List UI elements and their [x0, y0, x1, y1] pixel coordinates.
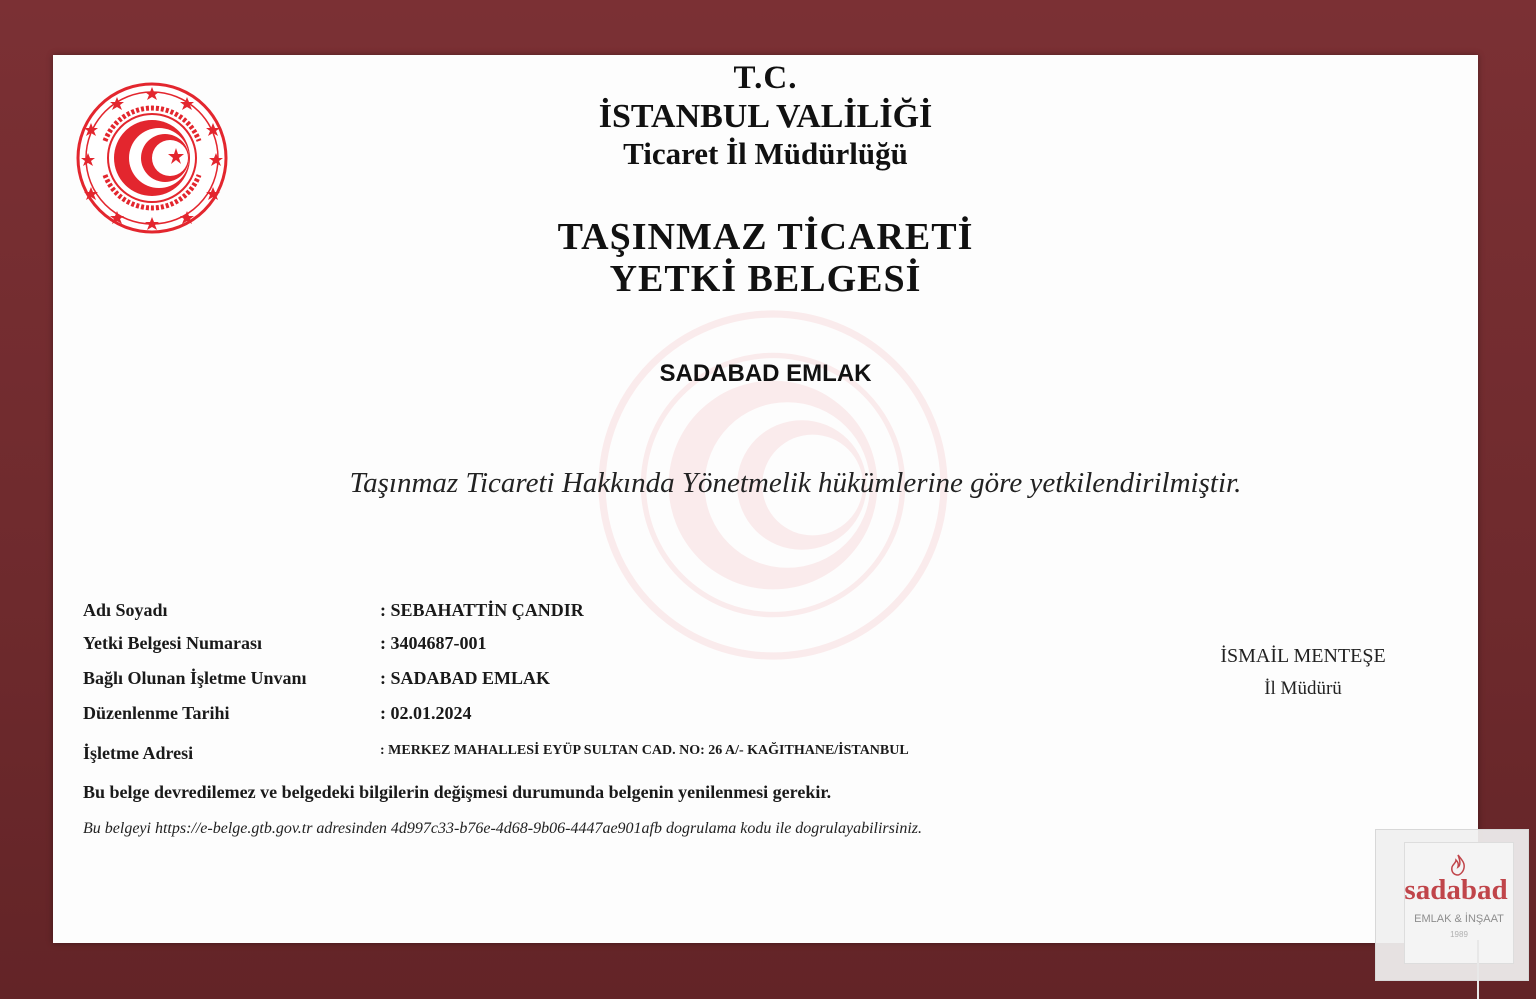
- transfer-note: Bu belge devredilemez ve belgedeki bilgilerin değişmesi durumunda belgenin yenilenmesi gerekir.: [83, 782, 832, 802]
- divider: [1477, 940, 1479, 999]
- signatory-name: İSMAİL MENTEŞE: [1220, 645, 1386, 667]
- certificate: [53, 55, 1478, 943]
- verification-text: Bu belgeyi https://e-belge.gtb.gov.tr adresinden 4d997c33-b76e-4d68-9b06-4447ae901afb dogrulama kodu ile dogrulayabilirsiniz.: [83, 820, 922, 837]
- logo-subtitle: EMLAK & İNŞAAT: [1414, 913, 1504, 925]
- header-directorate: Ticaret İl Müdürlüğü: [623, 136, 908, 171]
- field-label: Bağlı Olunan İşletme Unvanı: [83, 668, 307, 688]
- signatory-title: İl Müdürü: [1264, 678, 1342, 699]
- header-tc: T.C.: [733, 60, 798, 96]
- field-value: : SEBAHATTİN ÇANDIR: [380, 600, 584, 620]
- field-value: : 02.01.2024: [380, 703, 472, 723]
- field-label: Yetki Belgesi Numarası: [83, 633, 262, 653]
- flame-icon: [1448, 854, 1468, 876]
- authorization-statement: Taşınmaz Ticareti Hakkında Yönetmelik hükümlerine göre yetkilendirilmiştir.: [349, 467, 1242, 499]
- field-label: İşletme Adresi: [83, 743, 194, 763]
- field-value: : SADABAD EMLAK: [380, 668, 551, 688]
- sadabad-logo: [1375, 829, 1529, 981]
- document-title-line1: TAŞINMAZ TİCARETİ: [557, 216, 974, 258]
- header-governorship: İSTANBUL VALİLİĞİ: [598, 98, 933, 135]
- logo-year: 1989: [1450, 930, 1468, 939]
- logo-brand: sadabad: [1404, 874, 1508, 906]
- company-name: SADABAD EMLAK: [659, 360, 872, 387]
- field-label: Düzenlenme Tarihi: [83, 703, 230, 723]
- field-label: Adı Soyadı: [83, 600, 168, 620]
- field-value: : 3404687-001: [380, 633, 487, 653]
- field-value: : MERKEZ MAHALLESİ EYÜP SULTAN CAD. NO: 26 A/- KAĞITHANE/İSTANBUL: [380, 743, 909, 758]
- document-title-line2: YETKİ BELGESİ: [609, 258, 922, 300]
